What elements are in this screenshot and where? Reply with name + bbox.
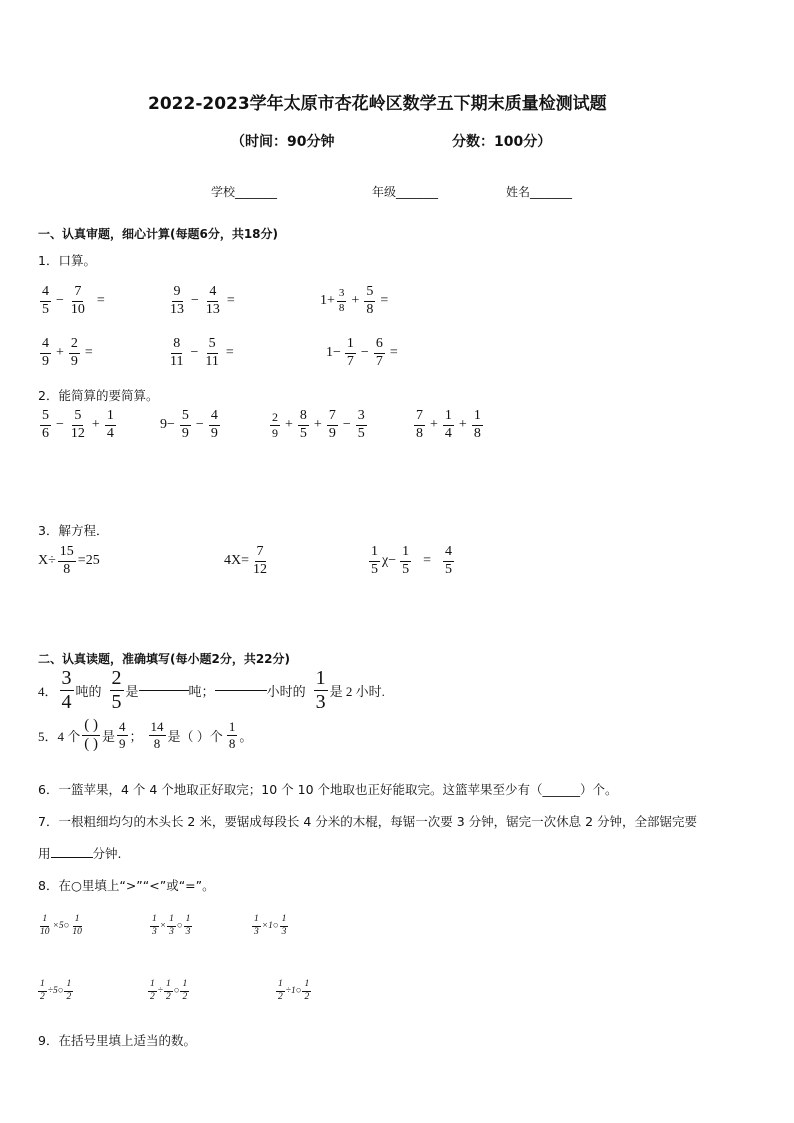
fraction: $\frac{6}{7}$ [375,336,383,369]
q3-label: 3．解方程． [38,523,109,538]
q1-expr-1: $\frac{4}{5}$ − $\frac{7}{10}$ = [42,284,105,317]
q8-compare-2: $\frac{1}{3}$ × $\frac{1}{3}$ ○ $\frac{1}{3}$ [152,914,191,937]
q8-compare-4: $\frac{1}{2}$ ÷5○ $\frac{1}{2}$ [40,979,72,1002]
q7-line-2: 用 分钟. [38,846,122,861]
name-field[interactable]: 姓名_______ [506,185,573,199]
fraction: $\frac{1}{4}$ [106,408,114,441]
fraction: $\frac{1}{5}$ [371,544,378,577]
fraction: $\frac{7}{9}$ [328,408,336,441]
fraction: $\frac{9}{13}$ [170,284,184,317]
q8-compare-6: $\frac{1}{2}$ ÷1○ $\frac{1}{2}$ [278,979,310,1002]
q5: 5．4 个 $\frac{( )}{( )}$ 是 $\frac{4}{9}$ ； $\frac{14}{8}$ 是（ ）个 $\frac{1}{8}$ 。 [38,717,253,752]
q5-blank-fraction[interactable]: $\frac{( )}{( )}$ [84,717,99,752]
fraction: $\frac{5}{8}$ [366,284,374,317]
fraction: $\frac{1}{2}$ [66,979,72,1002]
fraction: $\frac{1}{3}$ [152,914,157,937]
fraction: $\frac{4}{13}$ [205,284,220,317]
fraction: $\frac{2}{5}$ [111,667,122,713]
fraction: $\frac{1}{3}$ [315,667,326,713]
fraction: $\frac{4}{5}$ [42,284,49,317]
fraction: $\frac{1}{8}$ [473,408,481,441]
fraction: $\frac{1}{2}$ [278,979,283,1002]
fraction: $\frac{5}{11}$ [205,336,219,369]
section-2-heading: 二、认真读题，准确填写(每小题2分，共22分) [38,652,291,666]
fraction: $\frac{5}{9}$ [181,408,189,441]
exam-time: （时间：90分钟 [231,134,335,150]
fraction: $\frac{7}{10}$ [70,284,85,317]
fraction: $\frac{1}{4}$ [444,408,452,441]
fraction: $\frac{5}{12}$ [70,408,85,441]
q8-compare-3: $\frac{1}{3}$ ×1○ $\frac{1}{3}$ [254,914,287,937]
q4: 4． $\frac{3}{4}$ 吨的 $\frac{2}{5}$ 是 吨； 小时的 $\frac{1}{3}$ 是 2 小时. [38,667,385,713]
fraction: $\frac{4}{9}$ [119,719,126,751]
q6: 6．一篮苹果，4 个 4 个地取正好取完；10 个 10 个地取也正好能取完。这篮苹果至少有（______）个。 [38,782,618,797]
fraction: $\frac{4}{9}$ [42,336,49,369]
q3-eq-1: X÷ $\frac{15}{8}$ =25 [38,544,100,577]
q8-label: 8．在○里填上“>”“<”或“=”。 [38,878,215,893]
fraction: $\frac{7}{12}$ [253,544,268,577]
fraction: $\frac{1}{2}$ [304,979,310,1002]
q1-expr-3: 1+ $\frac{3}{8}$ + $\frac{5}{8}$ = [320,284,389,317]
fraction: $\frac{5}{6}$ [42,408,49,441]
fraction: $\frac{1}{8}$ [228,719,236,751]
q2-expr-4: $\frac{7}{8}$ + $\frac{1}{4}$ + $\frac{1}{8}$ [416,408,481,441]
q7-blank[interactable] [51,857,93,858]
fraction: $\frac{14}{8}$ [150,719,164,751]
q2-expr-3: $\frac{2}{9}$ + $\frac{8}{5}$ + $\frac{7}{9}$ − $\frac{3}{5}$ [272,408,365,441]
q2-expr-1: $\frac{5}{6}$ − $\frac{5}{12}$ + $\frac{1}{4}$ [42,408,114,441]
fraction: $\frac{1}{10}$ [40,914,50,937]
fraction: $\frac{1}{3}$ [185,914,191,937]
fraction: $\frac{7}{8}$ [416,408,423,441]
q3-eq-3: $\frac{1}{5}$ χ− $\frac{1}{5}$ = $\frac{4}{5}$ [371,544,453,577]
fraction: $\frac{1}{5}$ [402,544,410,577]
exam-score: 分数：100分） [452,134,552,150]
fraction: $\frac{2}{9}$ [272,410,278,440]
q2-expr-2: 9− $\frac{5}{9}$ − $\frac{4}{9}$ [160,408,218,441]
fraction: $\frac{1}{3}$ [169,914,174,937]
page-title: 2022-2023学年太原市杏花岭区数学五下期末质量检测试题 [148,94,607,114]
fraction: $\frac{1}{2}$ [40,979,45,1002]
q1-expr-6: 1− $\frac{1}{7}$ − $\frac{6}{7}$ = [326,336,398,369]
grade-field[interactable]: 年级_______ [372,185,439,199]
fraction: $\frac{4}{5}$ [445,544,453,577]
fraction: $\frac{1}{3}$ [254,914,259,937]
q1-expr-5: $\frac{8}{11}$ − $\frac{5}{11}$ = [170,336,234,369]
q9: 9．在括号里填上适当的数。 [38,1033,196,1048]
fraction: $\frac{2}{9}$ [70,336,78,369]
fraction: $\frac{1}{3}$ [281,914,287,937]
fraction: $\frac{8}{5}$ [299,408,307,441]
q1-label: 1．口算。 [38,253,96,268]
fraction: $\frac{1}{2}$ [165,979,171,1002]
q8-compare-5: $\frac{1}{2}$ ÷ $\frac{1}{2}$ ○ $\frac{1}{2}$ [150,979,188,1002]
fraction: $\frac{3}{4}$ [61,667,72,713]
q3-eq-2: 4X= $\frac{7}{12}$ [224,544,268,577]
fraction: $\frac{8}{11}$ [170,336,184,369]
q8-compare-1: $\frac{1}{10}$ ×5○ $\frac{1}{10}$ [40,914,82,937]
q4-blank-2[interactable] [215,690,267,691]
fraction: $\frac{15}{8}$ [59,544,74,577]
fraction: $\frac{1}{2}$ [150,979,155,1002]
q4-blank-1[interactable] [139,690,189,691]
q1-expr-4: $\frac{4}{9}$ + $\frac{2}{9}$ = [42,336,93,369]
fraction: $\frac{4}{9}$ [210,408,218,441]
fraction: $\frac{3}{5}$ [357,408,365,441]
fraction: $\frac{1}{2}$ [182,979,188,1002]
fraction: $\frac{1}{10}$ [72,914,82,937]
fraction: $\frac{1}{7}$ [346,336,354,369]
q2-label: 2．能简算的要简算。 [38,388,159,403]
q7-line-1: 7．一根粗细均匀的木头长 2 米，要锯成每段长 4 分米的木棍，每锯一次要 3 分钟，锯完一次休息 2 分钟，全部锯完要 [38,814,698,829]
section-1-heading: 一、认真审题，细心计算(每题6分，共18分) [38,227,279,241]
school-field[interactable]: 学校_______ [211,185,278,199]
fraction: $\frac{3}{8}$ [338,287,345,314]
q1-expr-2: $\frac{9}{13}$ − $\frac{4}{13}$ = [170,284,235,317]
